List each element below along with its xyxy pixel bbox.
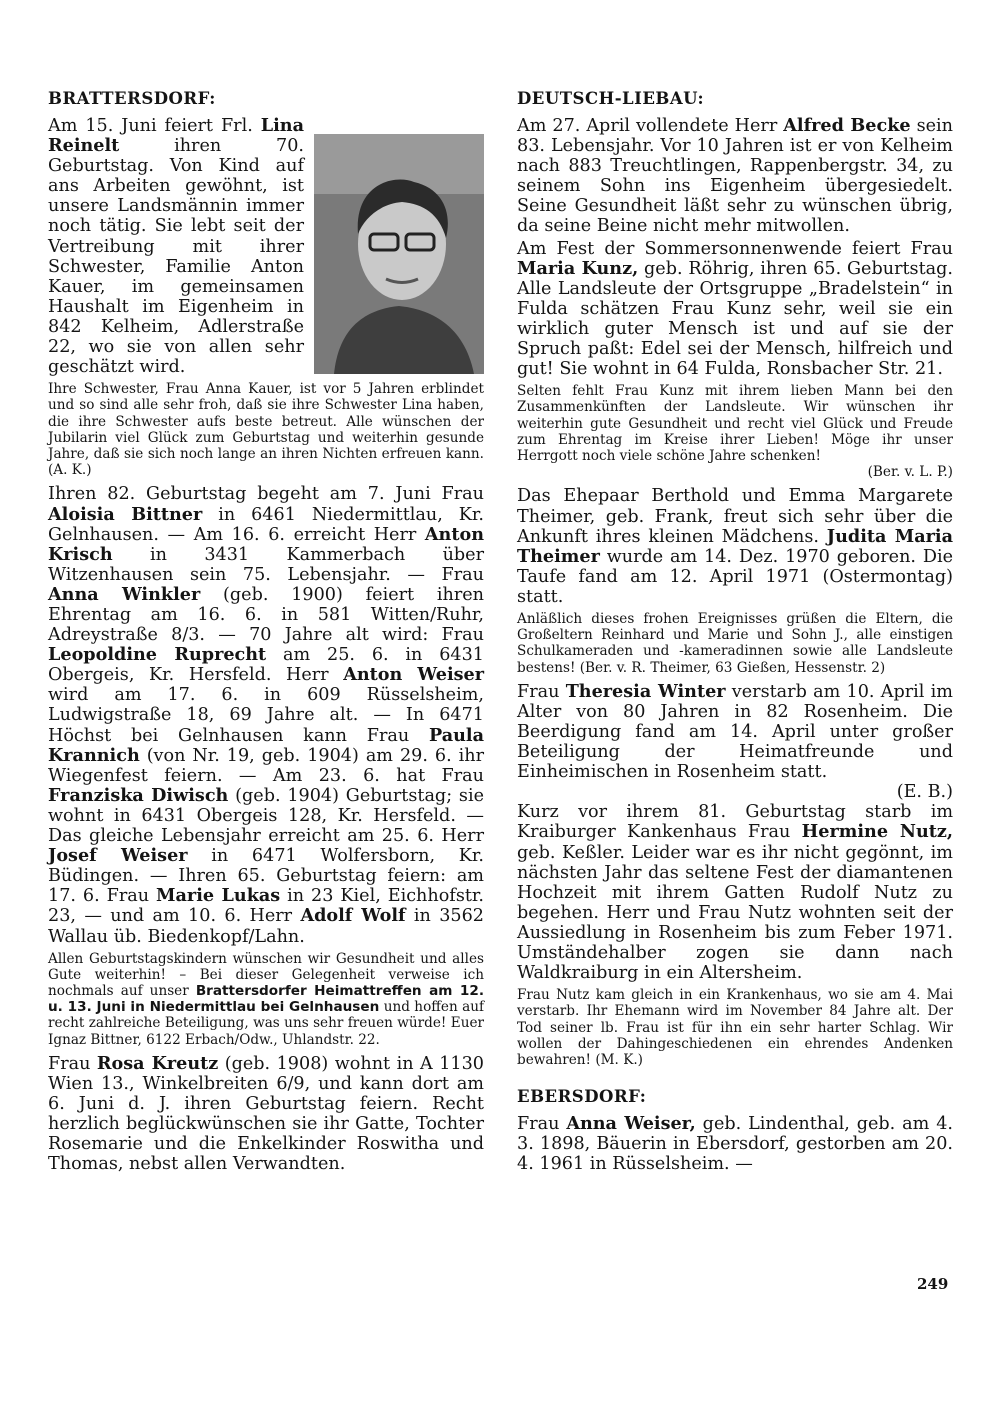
text-segment: Am 15. Juni feiert Frl. bbox=[48, 116, 261, 136]
person-name: Judita Maria Theimer bbox=[517, 525, 953, 567]
article-anna-weiser bbox=[517, 1114, 953, 1174]
text-segment: (geb. 1904) Geburtstag; sie wohnt in 6431 Obergeis 128, Kr. Hersfeld. — Das gleiche Lebensjahr erreicht am 25. 6. Herr bbox=[48, 785, 484, 847]
person-name: Adolf Wolf bbox=[300, 905, 406, 927]
text-segment: Anläßlich dieses frohen Ereignisses grüßen die Eltern, die Großeltern Reinhard und Marie und Sohn J., alle einstigen Schulkameraden und -kameradinnen sowie alle Landsleute bestens! (Ber. v. R. Theimer, 63 Gießen, Hessenstr. 2) bbox=[517, 611, 953, 676]
article-hermine-nutz bbox=[517, 802, 953, 983]
note-anna-kauer bbox=[48, 381, 484, 478]
portrait-image bbox=[314, 134, 484, 374]
text-segment: (geb. 1900) feiert ihren Ehrentag am 16. 6. in 581 Witten/Ruhr, Adreystraße 8/3. — 70 Jahre alt wird: Frau bbox=[48, 584, 484, 646]
article-text bbox=[517, 682, 953, 782]
section-heading-ebersdorf: EBERSDORF: bbox=[517, 1087, 647, 1107]
person-name: Maria Kunz, bbox=[517, 257, 639, 279]
article-theresia-winter bbox=[517, 682, 953, 803]
text-segment: ihren 70. Geburtstag. Von Kind auf ans Arbeiten gewöhnt, ist unsere Landsmännin immer noch tätig. Sie lebt seit der Vertreibung mit ihrer Schwester, Familie Anton Kauer, im gemeinsamen Haushalt im Eigenheim in 842 Kelheim, Adlerstraße 22, wo sie von allen sehr geschätzt wird. bbox=[48, 136, 304, 378]
note-nutz bbox=[517, 987, 953, 1068]
person-name: Rosa Kreutz bbox=[96, 1052, 219, 1074]
text-segment: in 23 Kiel, Eichhofstr. 23, — und am 10. 6. Herr bbox=[48, 886, 484, 927]
text-segment: Frau Nutz kam gleich in ein Krankenhaus, wo sie am 4. Mai verstarb. Ihr Ehemann wird im November 84 Jahre alt. Der Tod seiner lb. Frau ist für ihn ein sehr harter Schlag. Wir wollen der Dahingeschiedenen ein ehrendes Andenken bewahren! (M. K.) bbox=[517, 987, 953, 1069]
person-name: Leopoldine Ruprecht bbox=[48, 644, 267, 666]
article-rosa-kreutz bbox=[48, 1054, 484, 1175]
text-segment: Selten fehlt Frau Kunz mit ihrem lieben Mann bei den Zusammenkünften der Landsleute. Wir wünschen ihr weiterhin gute Gesundheit und recht viel Glück und Freude zum Ehrentag im Kreise ihrer Lieben! Möge ihr unser Herrgott noch viele schöne Jahre schenken! bbox=[517, 383, 953, 465]
note-text bbox=[517, 383, 953, 464]
person-name: Franziska Diwisch bbox=[48, 784, 229, 806]
text-segment: wurde am 14. Dez. 1970 geboren. Die Taufe fand am 12. April 1971 (Ostermontag) statt. bbox=[517, 546, 953, 607]
text-segment: Allen Geburtstagskindern wünschen wir Gesundheit und alles Gute weiterhin! – Bei dieser Gelegenheit verweise ich nochmals auf unser bbox=[48, 950, 484, 999]
page-number: 249 bbox=[917, 1275, 949, 1293]
note-theimer bbox=[517, 611, 953, 676]
text-segment: in 6461 Niedermittlau, Kr. Gelnhausen. — Am 16. 6. erreicht Herr bbox=[48, 504, 484, 545]
text-segment: Ihren 82. Geburtstag begeht am 7. Juni Frau bbox=[48, 484, 484, 505]
left-column bbox=[48, 88, 484, 1176]
section-heading-brattersdorf: BRATTERSDORF: bbox=[48, 89, 216, 108]
text-segment: Frau bbox=[517, 681, 566, 702]
right-column bbox=[517, 88, 953, 1177]
person-name: Anton Weiser bbox=[343, 664, 484, 686]
text-segment: wird am 17. 6. in 609 Rüsselsheim, Ludwigstraße 18, 69 Jahre alt. — In 6471 Höchst bei Gelnhausen kann Frau bbox=[48, 685, 484, 746]
text-segment: verstarb am 10. April im Alter von 80 Jahren in 82 Rosenheim. Die Beerdigung fand am 14. April unter großer Beteiligung der Heimatfreunde und Einheimischen in Rosenheim statt. bbox=[517, 681, 953, 783]
person-name: Alfred Becke bbox=[783, 115, 911, 136]
text-segment: in 3562 Wallau üb. Biedenkopf/Lahn. bbox=[48, 906, 485, 947]
person-name: Paula Krannich bbox=[48, 724, 484, 766]
note-signature: (Ber. v. L. P.) bbox=[867, 464, 953, 481]
text-segment: Am 27. April vollendete Herr bbox=[517, 116, 784, 136]
text-segment: geb. Keßler. Leider war es ihr nicht gegönnt, im nächsten Jahr das seltene Fest der diamantenen Hochzeit mit ihrem Gatten Rudolf Nutz zu begehen. Herr und Frau Nutz wohnten seit der Aussiedlung in Rosenheim bis zum Feber 1971. Umständehalber zogen sie dann nach Waldkraiburg in ein Altersheim. bbox=[517, 842, 953, 984]
text-segment: in 6471 Wolfersborn, Kr. Büdingen. — Ihren 65. Geburtstag feiern: am 17. 6. Frau bbox=[48, 846, 484, 907]
text-segment: und hoffen auf recht zahlreiche Beteiligung, was uns sehr freuen würde! Euer Ignaz Bittner, 6122 Erbach/Odw., Uhlandstr. 22. bbox=[48, 999, 484, 1048]
person-name: Theresia Winter bbox=[565, 680, 726, 702]
text-segment: am 25. 6. in 6431 Obergeis, Kr. Hersfeld. Herr bbox=[48, 645, 484, 686]
person-name: Lina Reinelt bbox=[48, 115, 304, 157]
person-name: Anna Weiser, bbox=[566, 1113, 696, 1135]
person-name: Brattersdorfer Heimattreffen am 12. u. 13. Juni in Niedermittlau bei Gelnhausen bbox=[48, 983, 485, 1016]
person-name: Anna Winkler bbox=[48, 583, 201, 605]
article-maria-kunz bbox=[517, 239, 953, 380]
text-segment: geb. Röhrig, ihren 65. Geburtstag. Alle Landsleute der Ortsgruppe „Bradelstein“ in Fulda schätzen Frau Kunz sehr, weil sie ein wirklich guter Mensch ist und auf sie der Spruch paßt: Edel sei der Mensch, hilfreich und gut! Sie wohnt in 64 Fulda, Ronsbacher Str. 21. bbox=[517, 258, 953, 380]
text-segment: Frau bbox=[48, 1053, 97, 1074]
person-name: Josef Weiser bbox=[48, 845, 188, 867]
person-name: Anton Krisch bbox=[48, 523, 484, 565]
person-name: Aloisia Bittner bbox=[48, 503, 203, 525]
text-segment: Kurz vor ihrem 81. Geburtstag starb im Kraiburger Kankenhaus Frau bbox=[517, 802, 953, 843]
note-maria-kunz bbox=[517, 383, 953, 480]
text-segment: Ihre Schwester, Frau Anna Kauer, ist vor 5 Jahren erblindet und so sind alle sehr froh, daß sie ihre Schwester Lina haben, die ihre Schwester aufs beste betreut. Alle wünschen der Jubilarin viel Glück zum Geburtstag und weiterhin gesunde Jahre, daß sie sich noch lange an ihren Nichten erfreuen kann. (A. K.) bbox=[48, 381, 484, 479]
text-segment: sein 83. Lebensjahr. Vor 10 Jahren ist er von Kelheim nach 883 Treuchtlingen, Rappenbergstr. 34, zu seinem Sohn ins Eigenheim übergesiedelt. Seine Gesundheit läßt sehr zu wünschen übrig, da seine Beine nicht mehr mitwollen. bbox=[517, 116, 953, 237]
section-heading-deutsch-liebau: DEUTSCH-LIEBAU: bbox=[517, 89, 705, 108]
article-birthdays-list bbox=[48, 484, 484, 946]
text-segment: (geb. 1908) wohnt in A 1130 Wien 13., Winkelbreiten 6/9, und kann dort am 6. Juni d. J. ihren Geburtstag feiern. Recht herzlich beglückwünschen sie ihr Gatte, Tochter Rosemarie und die Enkelkinder Roswitha und Thomas, nebst allen Verwandten. bbox=[48, 1053, 484, 1175]
text-segment: Das Ehepaar Berthold und Emma Margarete Theimer, geb. Frank, freut sich sehr über die Ankunft ihres kleinen Mädchens. bbox=[517, 486, 953, 547]
person-name: Hermine Nutz, bbox=[801, 821, 953, 843]
text-segment: (von Nr. 19, geb. 1904) am 29. 6. ihr Wiegenfest feiern. — Am 23. 6. hat Frau bbox=[48, 745, 484, 786]
text-segment: Frau bbox=[517, 1114, 567, 1135]
text-segment: Am Fest der Sommersonnenwende feiert Frau bbox=[517, 238, 953, 259]
article-alfred-becke bbox=[517, 116, 953, 237]
article-judita-theimer bbox=[517, 486, 953, 607]
text-segment: in 3431 Kammerbach über Witzenhausen sein 75. Lebensjahr. — Frau bbox=[48, 544, 484, 585]
person-name: Marie Lukas bbox=[156, 885, 281, 907]
article-signature: (E. B.) bbox=[896, 782, 953, 803]
text-segment: geb. Lindenthal, geb. am 4. 3. 1898, Bäuerin in Ebersdorf, gestorben am 20. 4. 1961 in Rüsselsheim. — bbox=[517, 1114, 953, 1175]
note-heimattreffen bbox=[48, 951, 484, 1048]
portrait-photo bbox=[314, 134, 484, 374]
